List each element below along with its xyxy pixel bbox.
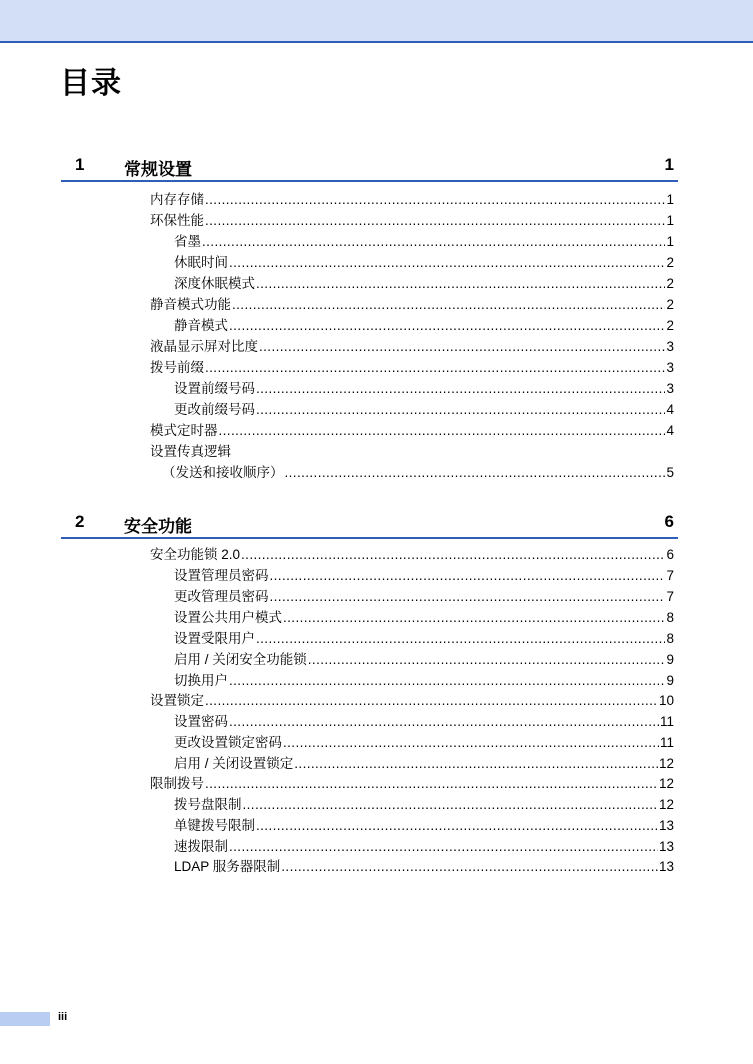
toc-entry-label: 设置管理员密码 (174, 568, 269, 583)
toc-entry-label: 拨号前缀 (150, 360, 204, 375)
toc-entry-page: 3 (666, 339, 674, 354)
toc-entry-label: 设置公共用户模式 (174, 610, 282, 625)
toc-entry[interactable] (174, 838, 674, 856)
toc-entry-page: 3 (666, 360, 674, 375)
toc-entry[interactable] (174, 651, 674, 669)
dot-leader (308, 651, 666, 669)
toc-entry[interactable] (150, 692, 674, 710)
toc-entry-page: 1 (666, 213, 674, 228)
dot-leader (205, 359, 665, 377)
toc-entry[interactable] (150, 338, 674, 356)
toc-entry-page: 9 (666, 652, 674, 667)
dot-leader (259, 338, 665, 356)
toc-entry-page: 13 (658, 818, 674, 833)
dot-leader (205, 191, 665, 209)
dot-leader (256, 630, 665, 648)
footer-tab (0, 1012, 50, 1026)
dot-leader (270, 588, 666, 606)
dot-leader (205, 775, 658, 793)
toc-entry-label: 启用 / 关闭设置锁定 (174, 756, 294, 771)
toc-entry-label: 更改设置锁定密码 (174, 735, 282, 750)
toc-entry-label: 设置前缀号码 (174, 381, 255, 396)
toc-entry[interactable] (174, 401, 674, 419)
toc-entry[interactable] (174, 734, 674, 752)
chapter-title: 安全功能 (124, 517, 192, 536)
toc-entry-label: 速拨限制 (174, 839, 228, 854)
dot-leader (205, 692, 658, 710)
toc-entry-label: 省墨 (174, 234, 201, 249)
toc-entry[interactable] (174, 254, 674, 272)
toc-entry-page: 2 (666, 318, 674, 333)
dot-leader (283, 734, 659, 752)
toc-entry-page: 8 (666, 610, 674, 625)
toc-entry[interactable] (174, 609, 674, 627)
dot-leader (243, 796, 658, 814)
toc-entry-page: 1 (666, 192, 674, 207)
toc-entry-label: 更改前缀号码 (174, 402, 255, 417)
dot-leader (205, 212, 665, 230)
toc-entry-label: 模式定时器 (150, 423, 218, 438)
toc-entry-label: 切换用户 (174, 673, 228, 688)
toc-entry-page: 12 (658, 797, 674, 812)
toc-entry[interactable] (174, 796, 674, 814)
toc-entry-label: 内存存储 (150, 192, 204, 207)
toc-entry[interactable] (150, 775, 674, 793)
toc-entry-label: 深度休眠模式 (174, 276, 255, 291)
dot-leader (256, 401, 665, 419)
toc-entry-page: 6 (666, 547, 674, 562)
dot-leader (232, 296, 665, 314)
dot-leader (229, 254, 665, 272)
toc-entry[interactable] (150, 546, 674, 564)
toc-entry-page: 2 (666, 297, 674, 312)
toc-entry-label: 液晶显示屏对比度 (150, 339, 258, 354)
dot-leader (202, 233, 665, 251)
toc-entry-label: 限制拨号 (150, 776, 204, 791)
toc-entry-page: 12 (658, 756, 674, 771)
toc-entry[interactable] (174, 567, 674, 585)
toc-entry-label: 单键拨号限制 (174, 818, 255, 833)
toc-entry-label: 启用 / 关闭安全功能锁 (174, 652, 307, 667)
dot-leader (256, 817, 658, 835)
toc-entry-label: 拨号盘限制 (174, 797, 242, 812)
header-band (0, 0, 753, 43)
toc-entry-label: 更改管理员密码 (174, 589, 269, 604)
toc-entry-label: 静音模式 (174, 318, 228, 333)
toc-entry-page: 1 (666, 234, 674, 249)
dot-leader (281, 858, 658, 876)
toc-entry-page: 10 (658, 693, 674, 708)
chapter-number: 2 (75, 512, 85, 531)
toc-entry-label: 安全功能锁 2.0 (150, 547, 241, 562)
dot-leader (256, 380, 665, 398)
dot-leader (229, 713, 659, 731)
toc-entry-page: 7 (666, 589, 674, 604)
toc-entry-label: 设置锁定 (150, 693, 204, 708)
chapter-title: 常规设置 (124, 160, 192, 179)
toc-entry[interactable] (150, 296, 674, 314)
toc-entry[interactable] (174, 817, 674, 835)
dot-leader (294, 755, 658, 773)
chapter-page: 6 (664, 512, 674, 531)
toc-entry-page: 2 (666, 255, 674, 270)
footer-page-number: iii (58, 1011, 68, 1023)
toc-entry[interactable] (174, 317, 674, 335)
toc-entry-label: 环保性能 (150, 213, 204, 228)
toc-entry-page: 11 (659, 735, 674, 750)
toc-entry-page: 7 (666, 568, 674, 583)
toc-entry[interactable] (150, 422, 674, 440)
dot-leader (229, 317, 665, 335)
dot-leader (219, 422, 666, 440)
toc-entry-page: 11 (659, 714, 674, 729)
toc-entry-label: 设置传真逻辑 (150, 444, 231, 459)
dot-leader (241, 546, 665, 564)
toc-entry-page: 9 (666, 673, 674, 688)
toc-entry-label: 静音模式功能 (150, 297, 231, 312)
toc-entry-page: 2 (666, 276, 674, 291)
toc-entry-label: 设置密码 (174, 714, 228, 729)
toc-entry[interactable] (150, 212, 674, 230)
chapter-page: 1 (664, 155, 674, 174)
toc-entry-page: 4 (666, 423, 674, 438)
toc-entry[interactable] (150, 191, 674, 209)
toc-entry-label: 设置受限用户 (174, 631, 255, 646)
dot-leader (229, 672, 665, 690)
toc-entry-label: 休眠时间 (174, 255, 228, 270)
toc-entry[interactable] (162, 464, 674, 482)
chapter-heading[interactable] (61, 152, 678, 182)
toc-entry[interactable] (174, 672, 674, 690)
dot-leader (229, 838, 658, 856)
toc-entry-page: 5 (666, 465, 674, 480)
dot-leader (283, 609, 665, 627)
chapter-number: 1 (75, 155, 85, 174)
toc-entry[interactable] (174, 858, 674, 876)
toc-entry[interactable] (174, 233, 674, 251)
toc-entry-label: （发送和接收顺序） (162, 465, 284, 480)
toc-entry[interactable] (174, 588, 674, 606)
dot-leader (285, 464, 666, 482)
dot-leader (256, 275, 665, 293)
toc-entry[interactable] (174, 713, 674, 731)
toc-entry[interactable] (150, 359, 674, 377)
toc-entry-page: 4 (666, 402, 674, 417)
toc-entry[interactable] (174, 275, 674, 293)
page-title: 目录 (60, 67, 122, 100)
toc-entry-page: 13 (658, 839, 674, 854)
toc-entry[interactable] (150, 443, 674, 461)
toc-entry-label: LDAP 服务器限制 (174, 859, 281, 874)
toc-entry[interactable] (174, 630, 674, 648)
toc-entry-page: 3 (666, 381, 674, 396)
dot-leader (270, 567, 666, 585)
toc-entry-page: 8 (666, 631, 674, 646)
chapter-heading[interactable] (61, 509, 678, 539)
toc-entry-page: 12 (658, 776, 674, 791)
toc-entry[interactable] (174, 380, 674, 398)
toc-entry[interactable] (174, 755, 674, 773)
toc-entry-page: 13 (658, 859, 674, 874)
